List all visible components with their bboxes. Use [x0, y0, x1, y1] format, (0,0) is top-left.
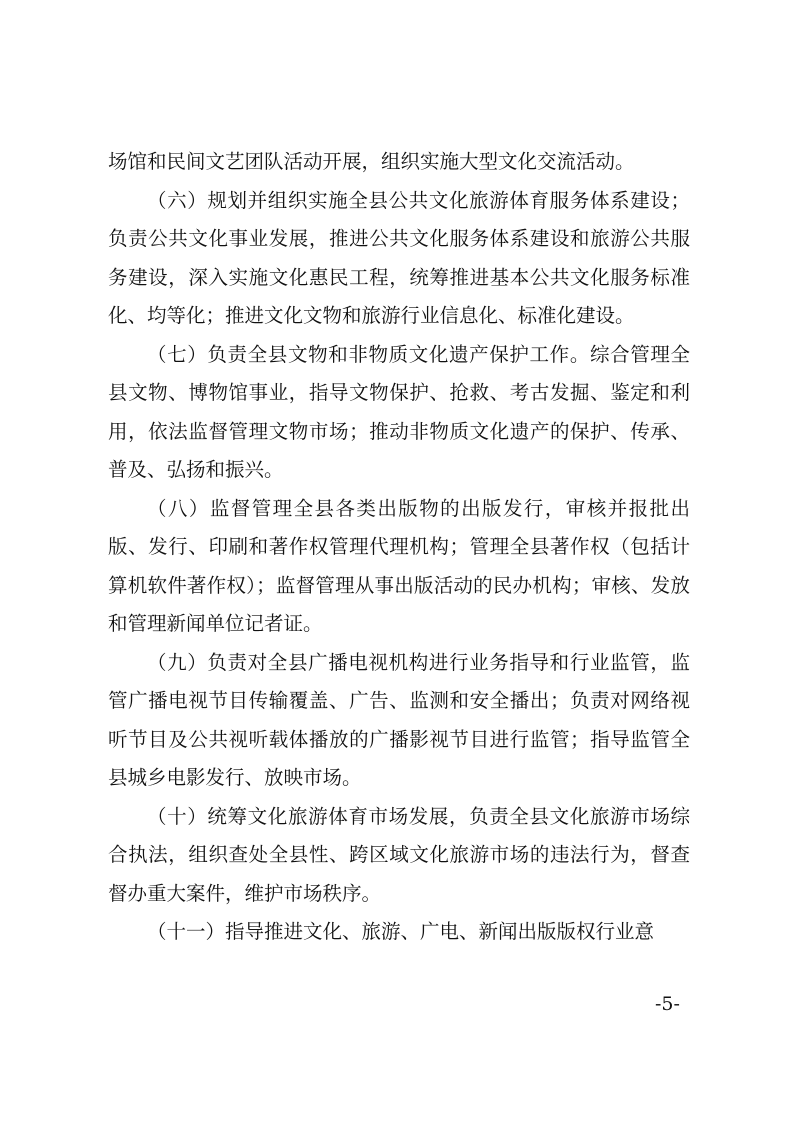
paragraph-item-7: （七）负责全县文物和非物质文化遗产保护工作。综合管理全县文物、博物馆事业，指导文物保护、抢救、考古发掘、鉴定和利用，依法监督管理文物市场；推动非物质文化遗产的保护、传承、普及、弘扬和振兴。 [108, 342, 690, 481]
paragraph-item-8: （八）监督管理全县各类出版物的出版发行，审核并报批出版、发行、印刷和著作权管理代理机构；管理全县著作权（包括计算机软件著作权）；监督管理从事出版活动的民办机构；审核、发放和管理新闻单位记者证。 [108, 496, 690, 635]
page-number: -5- [655, 993, 680, 1015]
paragraph-continuation: 场馆和民间文艺团队活动开展，组织实施大型文化交流活动。 [108, 150, 635, 173]
paragraph-item-10: （十）统筹文化旅游体育市场发展，负责全县文化旅游市场综合执法，组织查处全县性、跨区域文化旅游市场的违法行为，督查督办重大案件，维护市场秩序。 [108, 804, 690, 905]
paragraph-item-6: （六）规划并组织实施全县公共文化旅游体育服务体系建设；负责公共文化事业发展，推进公共文化服务体系建设和旅游公共服务建设，深入实施文化惠民工程，统筹推进基本公共文化服务标准化、均等化；推进文化文物和旅游行业信息化、标准化建设。 [108, 188, 690, 327]
document-body [108, 143, 690, 952]
paragraph-item-11: （十一）指导推进文化、旅游、广电、新闻出版版权行业意 [147, 920, 655, 943]
paragraph-item-9: （九）负责对全县广播电视机构进行业务指导和行业监管，监管广播电视节目传输覆盖、广告、监测和安全播出；负责对网络视听节目及公共视听载体播放的广播影视节目进行监管；指导监管全县城乡电影发行、放映市场。 [108, 650, 690, 789]
